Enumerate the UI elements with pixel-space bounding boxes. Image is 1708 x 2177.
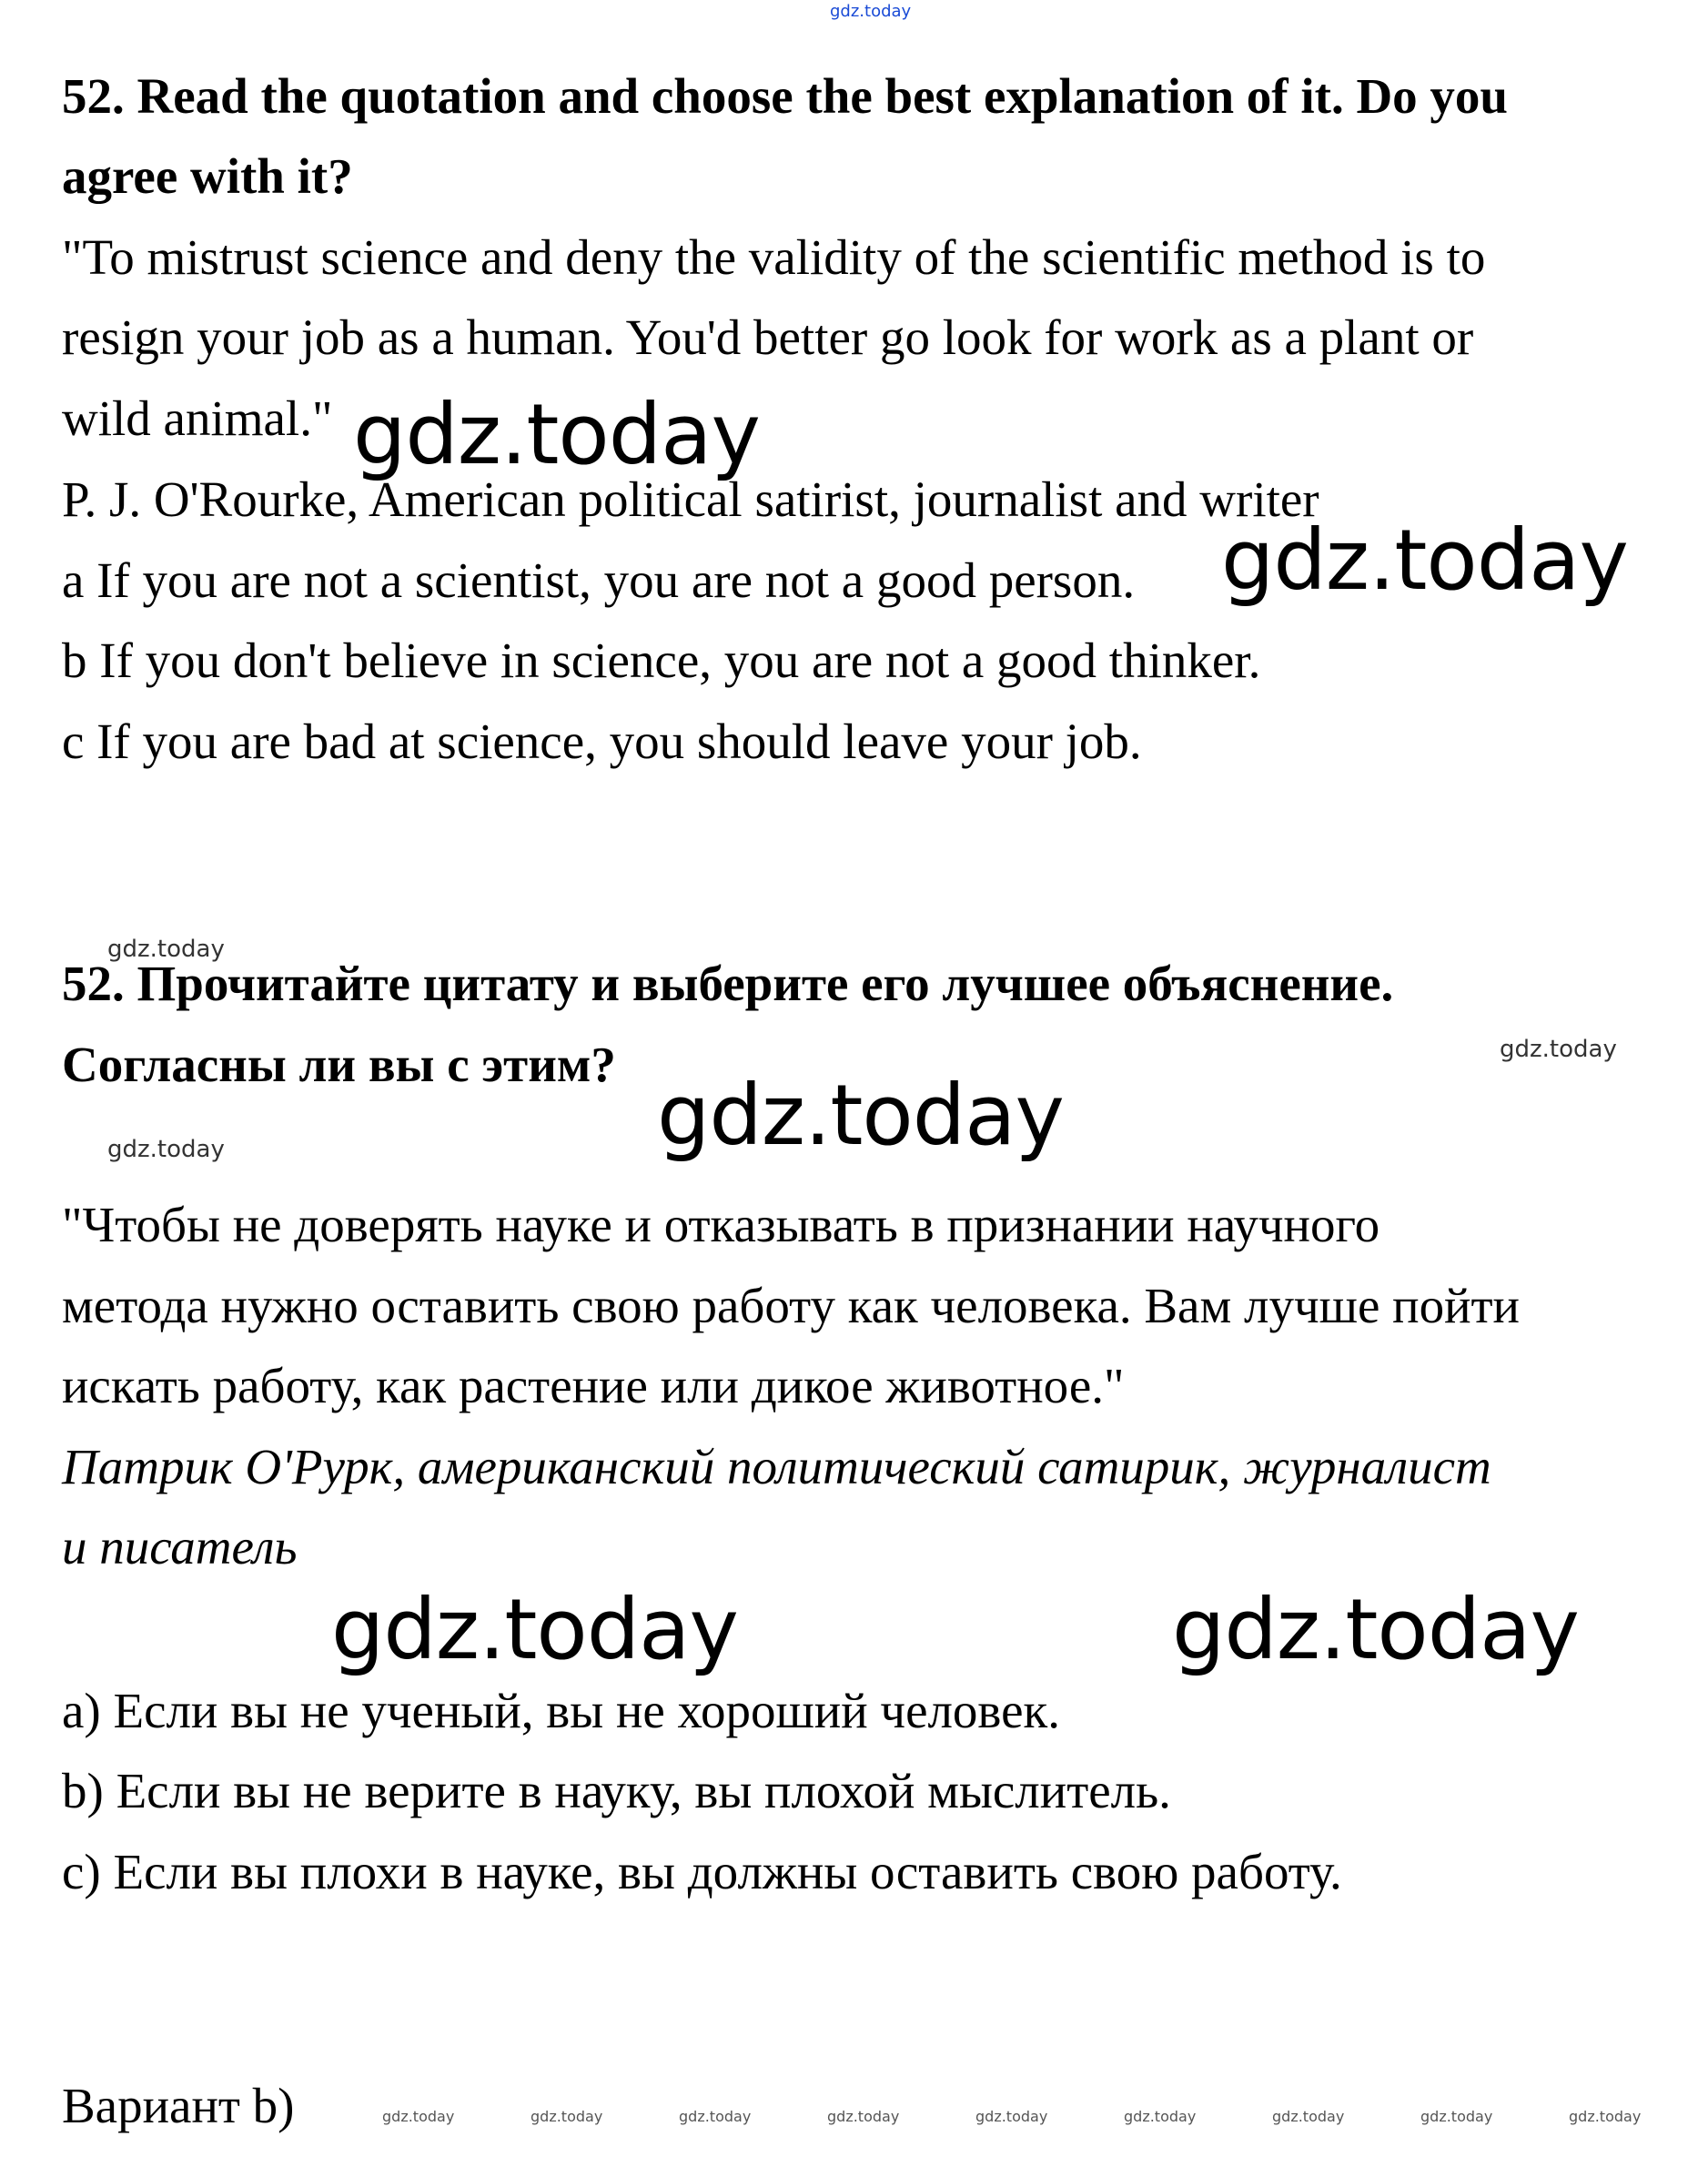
russian-option-c: c) Если вы плохи в науке, вы должны оставить свою работу. [62, 1844, 1342, 1899]
watermark-small: gdz.today [1500, 1036, 1617, 1063]
russian-task-title: 52. Прочитайте цитату и выберите его лучшее объяснение. [62, 956, 1394, 1011]
footer-watermark: gdz.today [1272, 2108, 1345, 2125]
russian-option-a: a) Если вы не ученый, вы не хороший человек. [62, 1683, 1060, 1738]
footer-watermark: gdz.today [531, 2108, 603, 2125]
footer-watermark: gdz.today [1420, 2108, 1493, 2125]
footer-watermark: gdz.today [679, 2108, 752, 2125]
watermark-small: gdz.today [107, 1136, 225, 1163]
footer-watermark: gdz.today [1124, 2108, 1197, 2125]
answer-text: Вариант b) [62, 2078, 295, 2133]
english-option-a: a If you are not a scientist, you are not a good person. [62, 552, 1136, 608]
watermark-large: gdz.today [331, 1581, 738, 1678]
watermark-small: gdz.today [107, 936, 225, 963]
english-quote-line-2: resign your job as a human. You'd better go look for work as a plant or [62, 309, 1474, 365]
watermark-top: gdz.today [830, 2, 912, 21]
footer-watermark: gdz.today [1569, 2108, 1642, 2125]
russian-author-line-1: Патрик О'Рурк, американский политический сатирик, журналист [62, 1439, 1491, 1494]
footer-watermark: gdz.today [382, 2108, 455, 2125]
english-option-c: c If you are bad at science, you should leave your job. [62, 714, 1142, 769]
english-author: P. J. O'Rourke, American political satirist, journalist and writer [62, 471, 1319, 527]
english-option-b: b If you don't believe in science, you are not a good thinker. [62, 633, 1261, 688]
russian-option-b: b) Если вы не верите в науку, вы плохой мыслитель. [62, 1763, 1171, 1818]
english-task-title-cont: agree with it? [62, 148, 353, 204]
english-quote-line-3: wild animal." [62, 390, 333, 446]
english-quote-line-1: "To mistrust science and deny the validity of the scientific method is to [62, 229, 1486, 285]
watermark-large: gdz.today [1172, 1581, 1579, 1678]
russian-quote-line-3: искать работу, как растение или дикое животное." [62, 1358, 1125, 1413]
russian-quote-line-2: метода нужно оставить свою работу как человека. Вам лучше пойти [62, 1278, 1520, 1333]
footer-watermark: gdz.today [827, 2108, 900, 2125]
watermark-large: gdz.today [353, 386, 760, 483]
watermark-large: gdz.today [657, 1067, 1064, 1164]
footer-watermark: gdz.today [975, 2108, 1048, 2125]
russian-task-title-cont: Согласны ли вы с этим? [62, 1037, 616, 1092]
russian-author-line-2: и писатель [62, 1519, 298, 1575]
watermark-large: gdz.today [1221, 511, 1628, 609]
russian-quote-line-1: "Чтобы не доверять науке и отказывать в признании научного [62, 1197, 1380, 1252]
english-task-title: 52. Read the quotation and choose the best explanation of it. Do you [62, 68, 1509, 124]
